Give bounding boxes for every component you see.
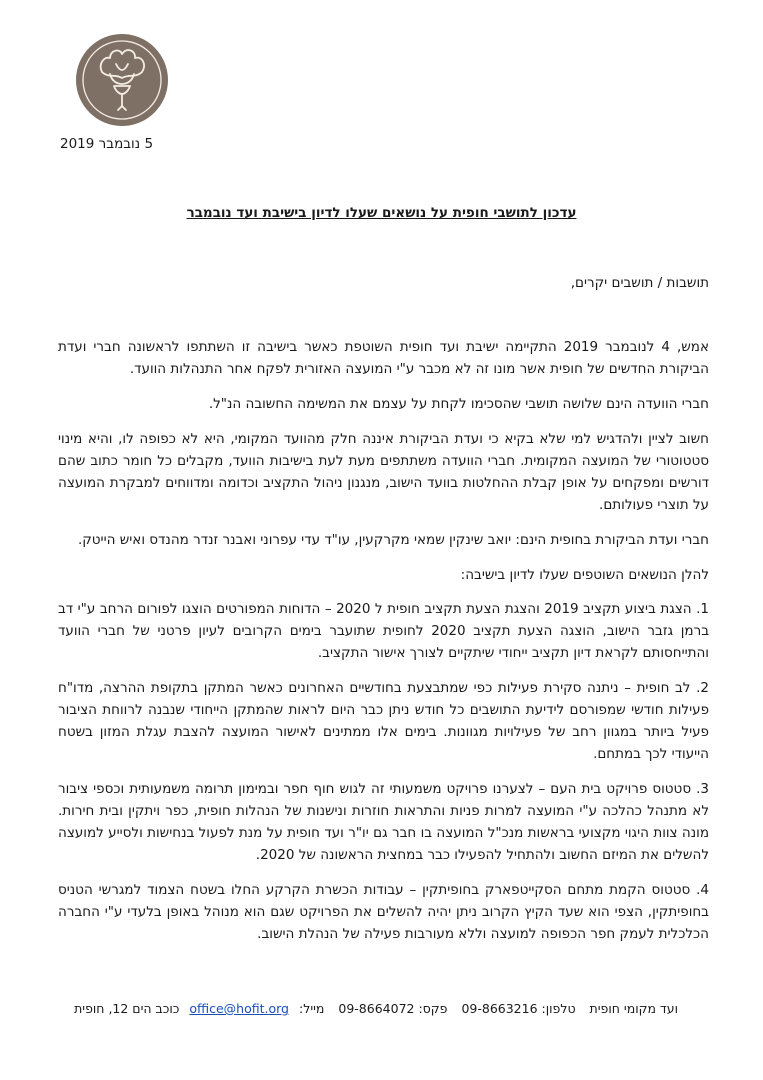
- footer-org: ועד מקומי חופית: [589, 1001, 678, 1016]
- footer-address: כוכב הים 12, חופית: [74, 1001, 180, 1016]
- topic-item-lev-hofit: 2. לב חופית – ניתנה סקירת פעילות כפי שמתבצעת בחודשיים האחרונים כאשר המתקן בתקופת ההרצה, מדו"ח פעילות חודשי שמפורסם לידיעת התושבים כל חודש ניתן כבר היום לראות שהמתקן הייחודי שנבנה לרווחת הציבור פעיל ביותר במגוון רחב של פעילויות מגוונות. בימים אלו ממתינים לאישור המועצה להצבת עגלת המזון בשטח הייעודי לכך במתחם.: [58, 680, 709, 762]
- letter-title: עדכון לתושבי חופית על נושאים שעלו לדיון בישיבת ועד נובמבר: [186, 205, 577, 221]
- letter-date: 5 נובמבר 2019: [60, 136, 154, 152]
- letter-footer: [60, 1001, 678, 1016]
- paragraph-topics-intro: להלן הנושאים השוטפים שעלו לדיון בישיבה:: [460, 567, 709, 583]
- hofit-logo: [76, 34, 168, 126]
- paragraph-committee-names: חברי ועדת הביקורת בחופית הינם: יואב שינקין שמאי מקרקעין, עו"ד עדי עפרוני ואבנר זנדר מהנדס ואיש הייטק.: [77, 532, 709, 548]
- letter-body: [58, 272, 709, 958]
- paragraph-committee-members: חברי הוועדה הינם שלושה תושבי שהסכימו לקחת על עצמם את המשימה החשובה הנ"ל.: [208, 396, 709, 412]
- footer-fax: פקס: 09-8664072: [338, 1001, 448, 1016]
- footer-email-link[interactable]: office@hofit.org: [189, 1001, 289, 1016]
- topic-item-skatepark: 4. סטטוס הקמת מתחם הסקייטפארק בחופיתקין – עבודות הכשרת הקרקע החלו בשטח הצמוד למגרשי הטניס בחופיתקין, הצפי הוא שעד הקיץ הקרוב ניתן יהיה להשלים את הפרויקט שגם הוא מנוהל באופן בלעדי ע"י החברה הכלכלית לעמק חפר הכפופה למועצה וללא מעורבות פעילה של הנהלת הישוב.: [58, 882, 709, 942]
- salutation: תושבות / תושבים יקרים,: [570, 275, 709, 291]
- paragraph-meeting: אמש, 4 לנובמבר 2019 התקיימה ישיבת ועד חופית השוטפת כאשר בישיבה זו השתתפו לראשונה חברי ועדת הביקורת החדשים של חופית אשר מונו זה לא מכבר ע"י המועצה האזורית לפקח אחר התנהלות הוועד.: [58, 339, 709, 377]
- footer-email-label: מייל:: [299, 1001, 325, 1016]
- topic-item-budget: 1. הצגת ביצוע תקציב 2019 והצגת הצעת תקציב חופית ל 2020 – הדוחות המפורטים הוצגו לפורום הרחב ע"י דב ברמן גזבר הישוב, הוצגה הצעת תקציב 2020 לחופית שתועבר בימים הקרובים לעיון פרטני של חברי הוועד והתייחסותם לקראת דיון תקציב ייחודי שיתקיים לצורך אישור התקציב.: [58, 601, 710, 661]
- flower-emblem-icon: [76, 34, 168, 126]
- paragraph-committee-role: חשוב לציין ולהדגיש למי שלא בקיא כי ועדת הביקורת איננה חלק מהוועד המקומי, היא לא כפופה לו, והיא מינוי סטטוטורי של המועצה המקומית. חברי הוועדה משתתפים מעת לעת בישיבות הוועד, מקבלים כל חומר כתוב שהם דורשים ומפקחים על אופן קבלת ההחלטות בוועד הישוב, מנגנון ניהול התקציב וכדומה ומדווחים למבקרת המועצה על תוצרי פעולותם.: [58, 431, 709, 513]
- topic-item-beit-haam: 3. סטטוס פרויקט בית העם – לצערנו פרויקט משמעותי זה לגוש חוף חפר ובמימון תרומה משמעותית וכספי ציבור לא מתנהל כהלכה ע"י המועצה למרות פניות והתראות חוזרות ונישנות של הנהלות חופית, כפר ויתקין ובית חירות. מונה צוות היגוי מקצועי בראשות מנכ"ל המועצה בו חבר גם יו"ר ועד חופית על מנת לפעול בנחישות ולסייע למועצה להשלים את המיזם החשוב ולהתחיל להפעילו כבר במחצית הראשונה של 2020.: [58, 781, 709, 863]
- footer-phone: טלפון: 09-8663216: [461, 1001, 576, 1016]
